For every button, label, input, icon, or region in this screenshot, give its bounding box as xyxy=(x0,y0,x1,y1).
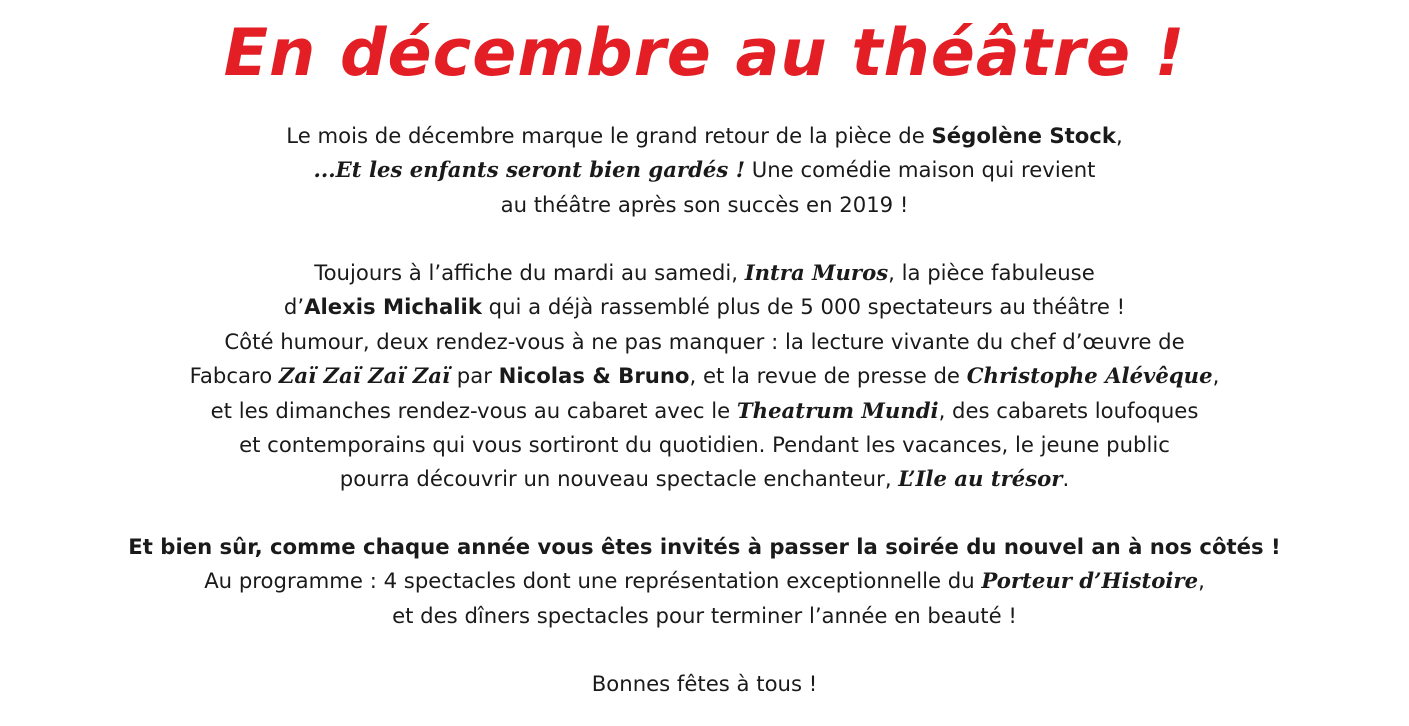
text-line xyxy=(0,428,1409,462)
text-line xyxy=(0,530,1409,564)
text-span: , des cabarets loufoques xyxy=(938,397,1199,423)
highlight-text: Et bien sûr, comme chaque année vous êtes invités à passer la soirée du nouvel an à nos côtés ! xyxy=(128,534,1281,559)
text-line xyxy=(0,564,1409,598)
text-span: au théâtre après son succès en 2019 ! xyxy=(500,191,909,217)
text-span: . xyxy=(1062,466,1070,492)
text-line xyxy=(0,599,1409,633)
show-title: Theatrum Mundi xyxy=(736,397,939,423)
author-name: Nicolas & Bruno xyxy=(498,363,690,389)
show-title: L’Ile au trésor xyxy=(898,466,1063,492)
author-name: Ségolène Stock xyxy=(931,123,1116,148)
page-title: En décembre au théâtre ! xyxy=(223,16,1186,91)
text-line xyxy=(0,188,1409,222)
show-title: Zaï Zaï Zaï Zaï xyxy=(278,363,451,389)
text-span: par xyxy=(450,363,499,389)
text-line xyxy=(0,256,1409,290)
text-span: Bonnes fêtes à tous ! xyxy=(591,671,818,696)
paragraph-new-year xyxy=(0,530,1409,633)
text-span: , xyxy=(1212,363,1220,389)
text-line xyxy=(0,359,1409,393)
text-line xyxy=(0,394,1409,428)
text-span: , xyxy=(1115,123,1123,148)
text-span: Côté humour, deux rendez-vous à ne pas manquer : la lecture vivante du chef d’œuvre de xyxy=(224,328,1185,354)
text-line xyxy=(0,290,1409,324)
text-span: qui a déjà rassemblé plus de 5 000 spectateurs au théâtre ! xyxy=(481,294,1126,320)
text-span: Fabcaro xyxy=(189,363,279,389)
paragraph-greetings xyxy=(0,667,1409,701)
text-span: d’ xyxy=(283,294,305,320)
show-title: ...Et les enfants seront bien gardés ! xyxy=(313,157,745,183)
text-span: , la pièce fabuleuse xyxy=(888,260,1095,285)
text-span: pourra découvrir un nouveau spectacle enchanteur, xyxy=(339,466,899,492)
text-span: Le mois de décembre marque le grand retour de la pièce de xyxy=(286,123,932,148)
text-span: , et la revue de presse de xyxy=(689,363,967,389)
show-title: Intra Muros xyxy=(744,260,889,285)
text-span: Une comédie maison qui revient xyxy=(745,157,1096,183)
text-span: et contemporains qui vous sortiront du quotidien. Pendant les vacances, le jeune public xyxy=(239,431,1170,457)
paragraph-programme xyxy=(0,256,1409,497)
text-span: et des dîners spectacles pour terminer l’année en beauté ! xyxy=(392,602,1017,628)
text-line xyxy=(0,325,1409,359)
text-span: Toujours à l’affiche du mardi au samedi, xyxy=(314,260,745,285)
author-name: Alexis Michalik xyxy=(304,294,482,320)
show-title: Porteur d’Histoire xyxy=(981,568,1199,594)
show-title: Christophe Alévêque xyxy=(966,363,1213,389)
text-line xyxy=(0,667,1409,701)
paragraph-segolene-stock xyxy=(0,119,1409,222)
text-span: Au programme : 4 spectacles dont une représentation exceptionnelle du xyxy=(204,568,982,594)
text-span: , xyxy=(1198,568,1205,594)
text-line xyxy=(0,462,1409,496)
text-line xyxy=(0,119,1409,153)
text-line xyxy=(0,153,1409,187)
text-span: et les dimanches rendez-vous au cabaret avec le xyxy=(210,397,737,423)
